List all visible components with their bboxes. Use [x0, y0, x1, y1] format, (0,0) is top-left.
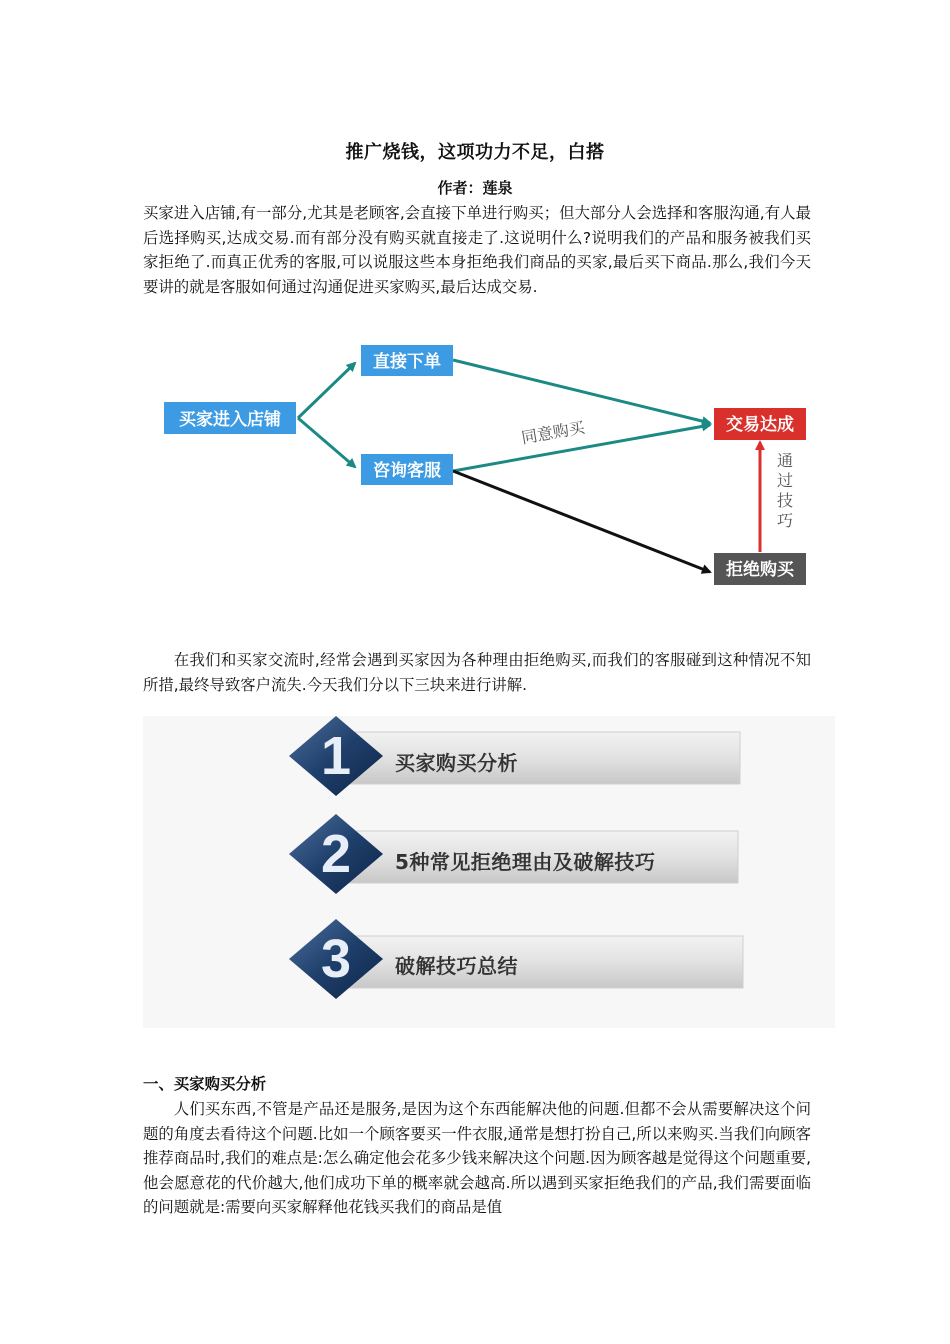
node-direct — [361, 345, 453, 376]
step-2-label: 5种常见拒绝理由及破解技巧 — [395, 850, 656, 874]
steps-graphic — [143, 716, 835, 1028]
author-line: 作者：莲泉 — [437, 179, 513, 197]
arrow-start-to-direct — [298, 363, 355, 418]
intro-paragraph: 买家进入店铺,有一部分,尤其是老顾客,会直接下单进行购买；但大部分人会选择和客服沟通,有人最后选择购买,达成交易.而有部分没有购买就直接走了.这说明什么?说明我们的产品和服务被我们买家拒绝了.而真正优秀的客服,可以说服这些本身拒绝我们商品的买家,最后买下商品.那么,我们今天要讲的就是客服如何通过沟通促进买家购买,最后达成交易. — [143, 204, 811, 296]
node-consult-label: 咨询客服 — [373, 461, 441, 481]
agree-label: 同意购买 — [519, 417, 587, 448]
arrow-direct-to-deal — [453, 360, 710, 423]
node-start-label: 买家进入店铺 — [179, 410, 281, 430]
node-start — [164, 402, 296, 434]
section-1-heading: 一、买家购买分析 — [143, 1075, 267, 1093]
section-1-body: 人们买东西,不管是产品还是服务,是因为这个东西能解决他的问题.但都不会从需要解决这个问题的角度去看待这个问题.比如一个顾客要买一件衣服,通常是想打扮自己,所以来购买.当我们向顾客推荐商品时,我们的难点是:怎么确定他会花多少钱来解决这个问题.因为顾客越是觉得这个问题重要,他会愿意花的代价越大,他们成功下单的概率就会越高.所以遇到买家拒绝我们的产品,我们需要面临的问题就是:需要向买家解释他花钱买我们的商品是值 — [143, 1100, 811, 1216]
arrow-start-to-consult — [298, 418, 355, 467]
step-3-number: 3 — [320, 929, 352, 989]
step-3-label: 破解技巧总结 — [395, 954, 518, 978]
purchase-flowchart — [150, 330, 820, 600]
step-1-number: 1 — [320, 726, 352, 786]
node-refuse — [714, 553, 806, 585]
transition-paragraph: 在我们和买家交流时,经常会遇到买家因为各种理由拒绝购买,而我们的客服碰到这种情况不知所措,最终导致客户流失.今天我们分以下三块来进行讲解. — [143, 651, 811, 694]
node-refuse-label: 拒绝购买 — [726, 560, 794, 580]
step-2-number: 2 — [320, 824, 352, 884]
node-direct-label: 直接下单 — [373, 352, 441, 372]
node-deal — [714, 408, 806, 440]
document-title: 推广烧钱，这项功力不足，白搭 — [345, 142, 605, 163]
node-consult — [361, 454, 453, 485]
node-deal-label: 交易达成 — [726, 415, 794, 435]
step-1-label: 买家购买分析 — [395, 751, 518, 775]
arrow-consult-to-refuse — [453, 471, 710, 572]
skill-label: 通过技巧 — [777, 451, 794, 530]
